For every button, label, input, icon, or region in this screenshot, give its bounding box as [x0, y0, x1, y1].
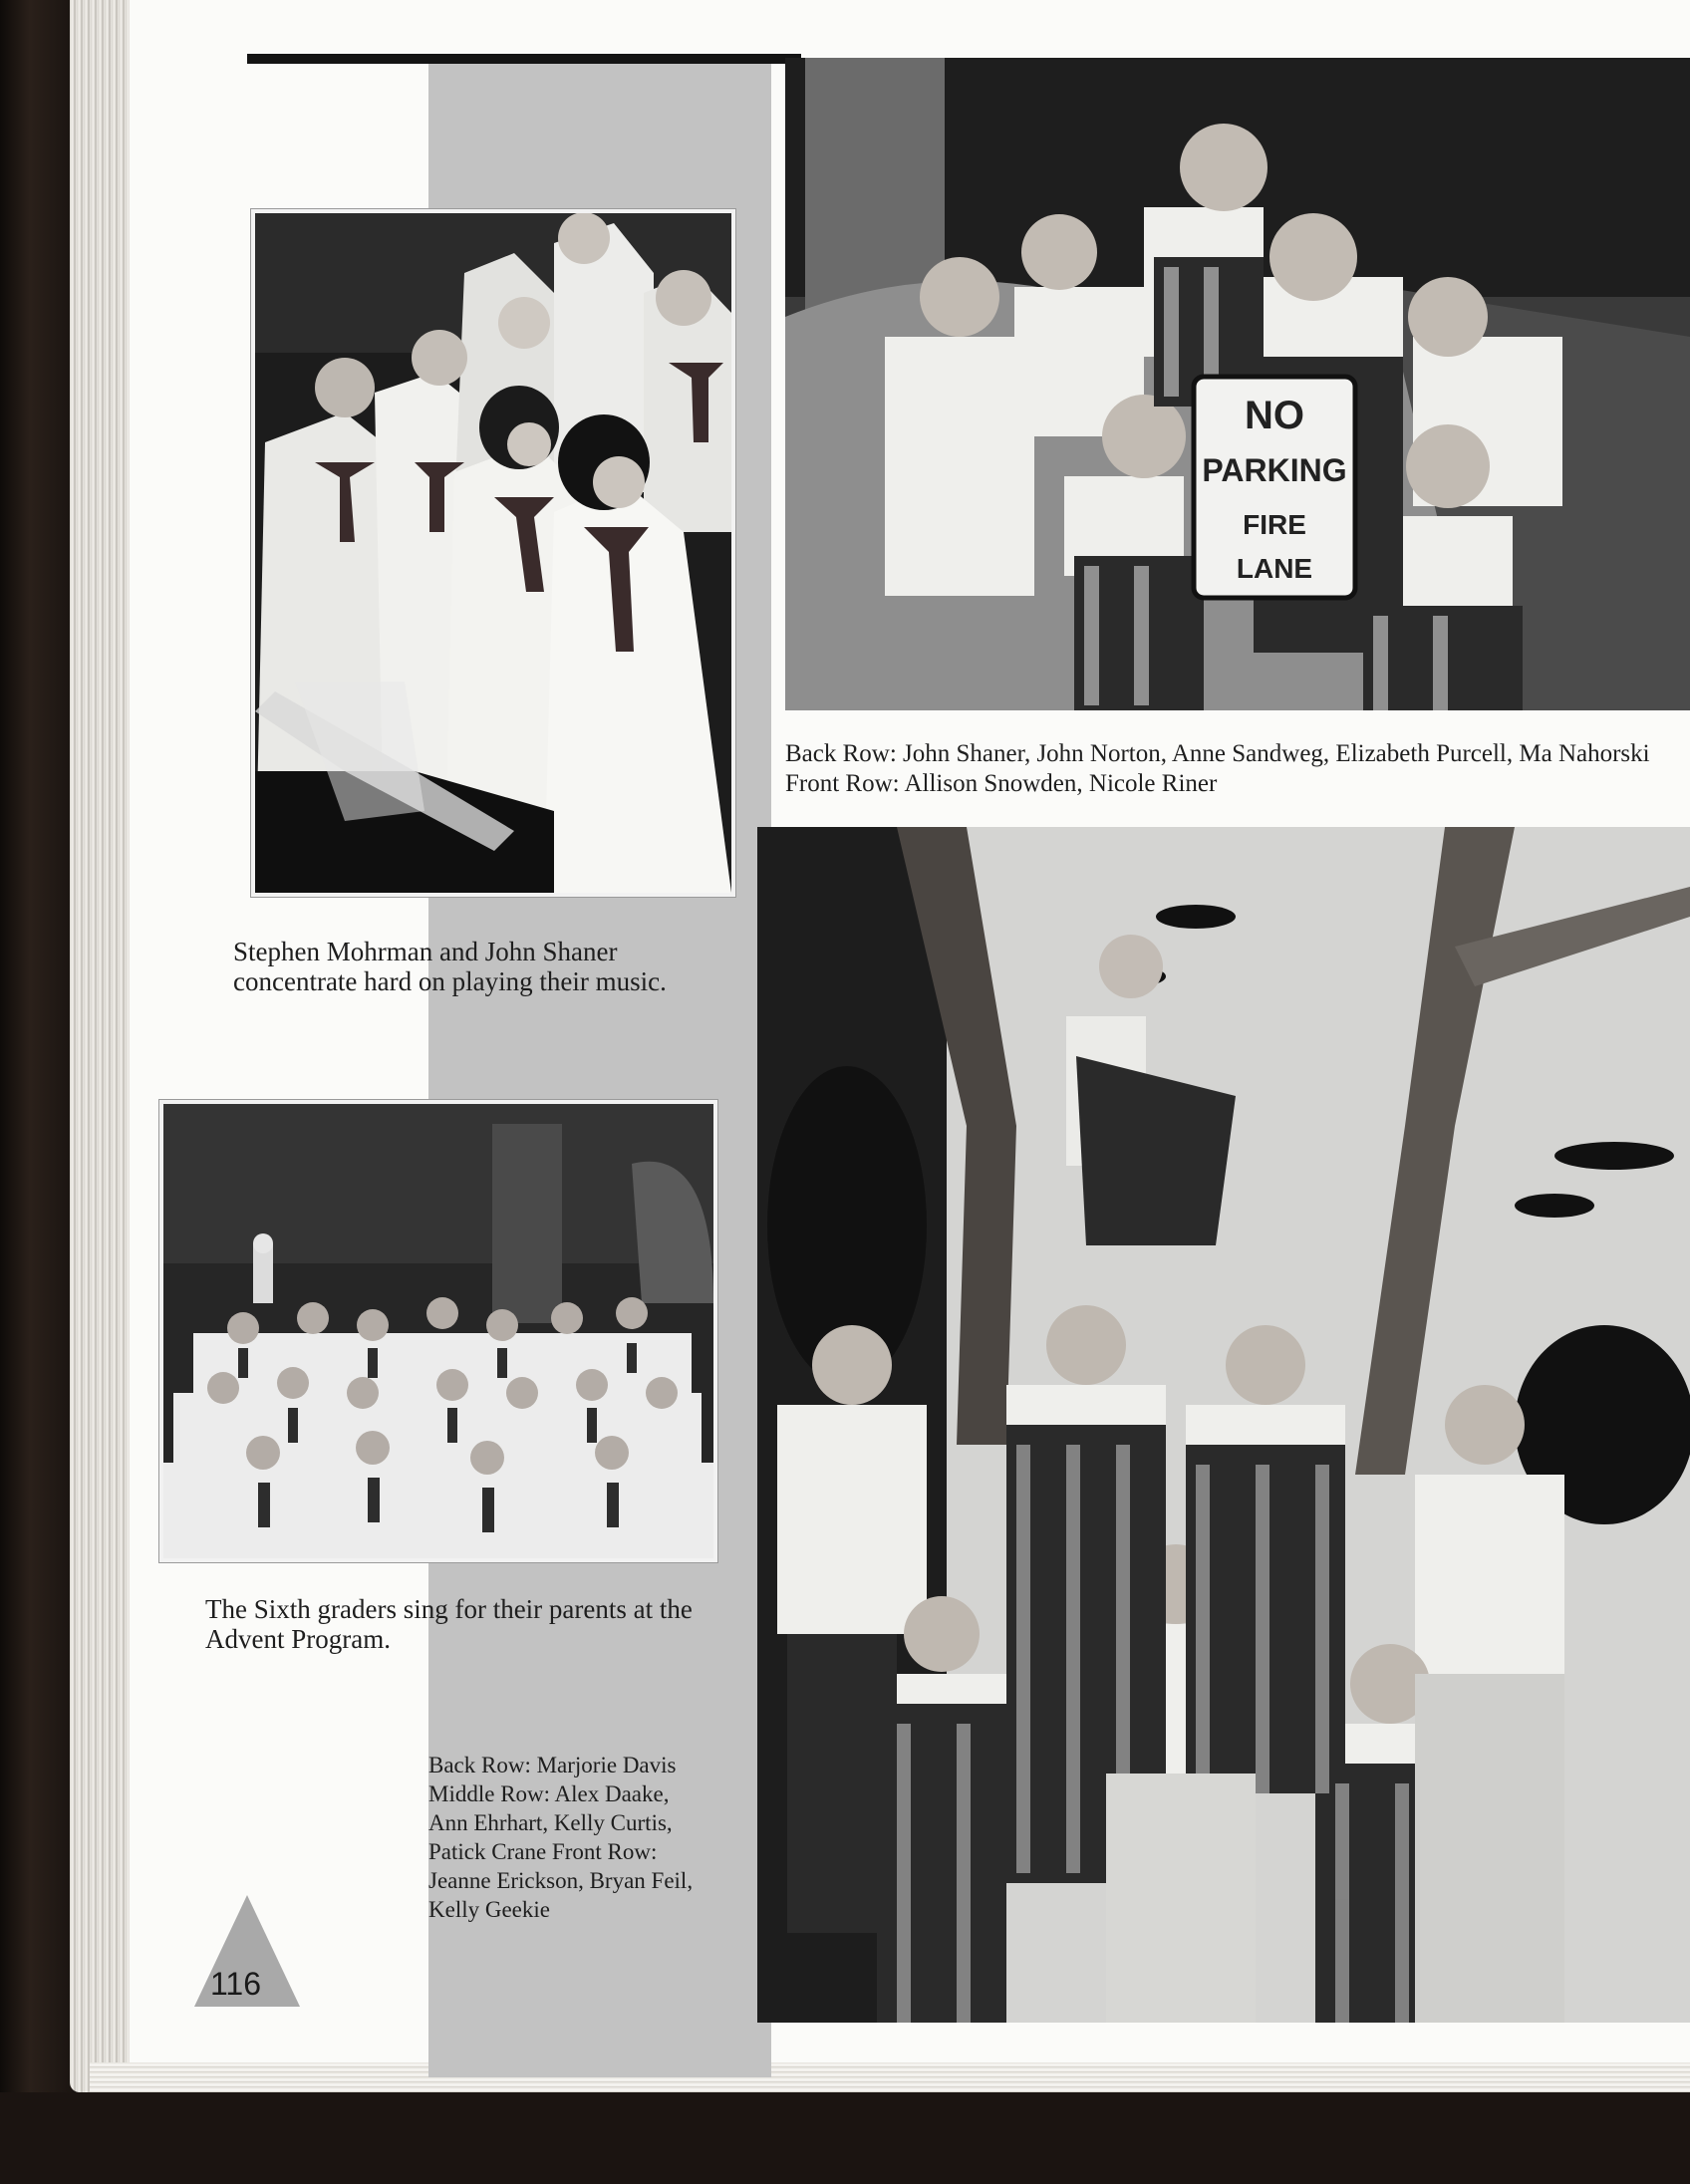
- caption-choir-bells: Stephen Mohrman and John Shaner concentrate hard on playing their music.: [233, 937, 667, 996]
- photo-choir-bells: [251, 209, 735, 897]
- photo-advent-program: [159, 1100, 717, 1562]
- photo-group-sign: [785, 58, 1690, 710]
- caption-group-top: Back Row: John Shaner, John Norton, Anne Sandweg, Elizabeth Purcell, Ma Nahorski Front Row: Allison Snowden, Nicole Riner: [785, 740, 1650, 797]
- top-rule: [247, 54, 801, 64]
- book-spine: [0, 0, 75, 2184]
- group-sign-illustration: [785, 58, 1690, 710]
- sign-text-no: NO: [1245, 394, 1304, 437]
- photo-group-tree: [757, 827, 1690, 2023]
- sign-text-fire: FIRE: [1243, 509, 1306, 540]
- sign-text-parking: PARKING: [1202, 452, 1347, 488]
- background-bottom: [0, 2092, 1690, 2184]
- page-number-badge: [192, 1891, 302, 2009]
- page-number: 116: [210, 1966, 262, 2002]
- caption-group-left: Back Row: Marjorie Davis Middle Row: Alex Daake, Ann Ehrhart, Kelly Curtis, Patick Crane Front Row: Jeanne Erickson, Bryan Feil, Kelly Geekie: [428, 1753, 694, 1922]
- advent-choir-illustration: [163, 1104, 713, 1558]
- group-tree-illustration: [757, 827, 1690, 2023]
- sign-text-lane: LANE: [1236, 553, 1313, 584]
- page-bottom-edge: [90, 2062, 1690, 2092]
- choir-bells-illustration: [255, 213, 731, 893]
- caption-advent-program: The Sixth graders sing for their parents at the Advent Program.: [205, 1594, 693, 1654]
